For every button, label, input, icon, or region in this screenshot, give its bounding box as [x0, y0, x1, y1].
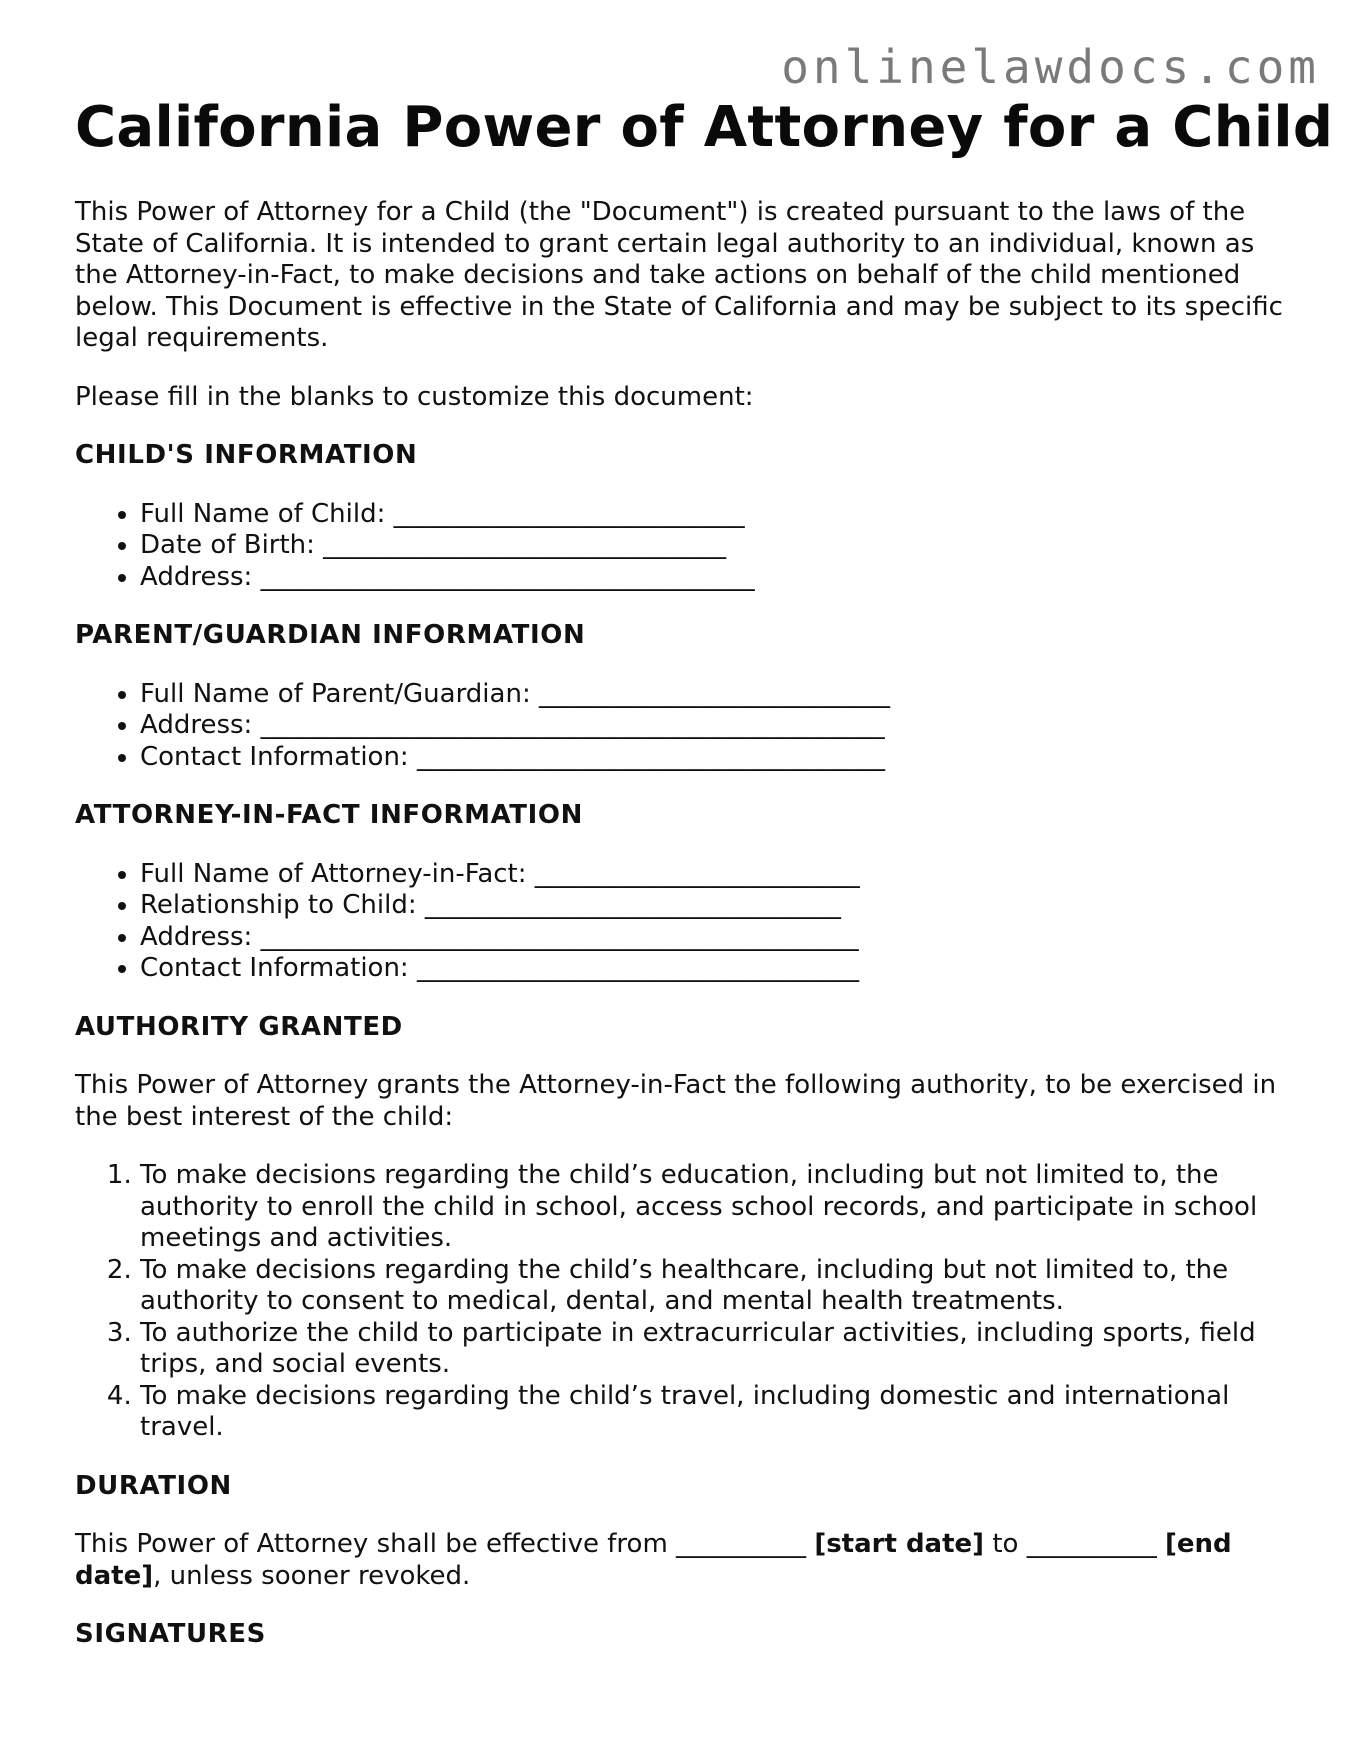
start-date-label: [start date]	[814, 1529, 985, 1560]
list-item: • Full Name of Child: ___________________________	[140, 499, 1285, 531]
document-title: California Power of Attorney for a Child	[75, 95, 1334, 160]
duration-text: This Power of Attorney shall be effective from	[75, 1529, 677, 1560]
list-item: 3. To authorize the child to participate in extracurricular activities, including sports, field trips, and social events.	[140, 1318, 1285, 1381]
signatures-heading: SIGNATURES	[75, 1619, 266, 1650]
document-page	[75, 95, 1334, 1651]
list-item: • Contact Information: ____________________________________	[140, 742, 1285, 774]
authority-heading: AUTHORITY GRANTED	[75, 1011, 403, 1042]
fill-instructions: Please fill in the blanks to customize this document:	[75, 381, 754, 412]
parent-info-list	[75, 679, 1285, 774]
duration-heading: DURATION	[75, 1470, 232, 1501]
child-info-list	[75, 499, 1285, 594]
end-date-blank: __________	[1026, 1529, 1157, 1560]
end-date-label: [end date]	[75, 1529, 1232, 1591]
list-item: 2. To make decisions regarding the child’s healthcare, including but not limited to, the authority to consent to medical, dental, and mental health treatments.	[140, 1255, 1285, 1318]
attorney-info-heading: ATTORNEY-IN-FACT INFORMATION	[75, 800, 583, 831]
parent-info-heading: PARENT/GUARDIAN INFORMATION	[75, 620, 586, 651]
list-item: 1. To make decisions regarding the child’s education, including but not limited to, the authority to enroll the child in school, access school records, and participate in school meetings and activities.	[140, 1160, 1285, 1255]
list-item: • Address: ______________________________________	[140, 562, 1285, 594]
list-item: • Address: ________________________________________________	[140, 710, 1285, 742]
list-item: • Full Name of Parent/Guardian: ___________________________	[140, 679, 1285, 711]
list-item: • Contact Information: __________________________________	[140, 953, 1285, 985]
list-item: • Relationship to Child: ________________________________	[140, 890, 1285, 922]
attorney-info-list	[75, 859, 1285, 985]
list-item: • Full Name of Attorney-in-Fact: _________________________	[140, 859, 1285, 891]
authority-list	[75, 1160, 1285, 1444]
duration-text: to	[984, 1529, 1027, 1560]
watermark: onlinelawdocs.com	[781, 40, 1320, 94]
authority-intro: This Power of Attorney grants the Attorney-in-Fact the following authority, to be exercised in the best interest of the child:	[75, 1070, 1277, 1132]
duration-text: , unless sooner revoked.	[153, 1560, 471, 1591]
list-item: 4. To make decisions regarding the child’s travel, including domestic and international travel.	[140, 1381, 1285, 1444]
intro-paragraph: This Power of Attorney for a Child (the "Document") is created pursuant to the laws of the State of California. It is intended to grant certain legal authority to an individual, known as the Attorney-in-Fact, to make decisions and take actions on behalf of the child mentioned below. This Document is effective in the State of California and may be subject to its specific legal requirements.	[75, 197, 1283, 354]
duration-paragraph	[75, 1529, 1285, 1592]
child-info-heading: CHILD'S INFORMATION	[75, 440, 418, 471]
list-item: • Address: ______________________________________________	[140, 922, 1285, 954]
list-item: • Date of Birth: _______________________________	[140, 530, 1285, 562]
start-date-blank: __________	[676, 1529, 807, 1560]
